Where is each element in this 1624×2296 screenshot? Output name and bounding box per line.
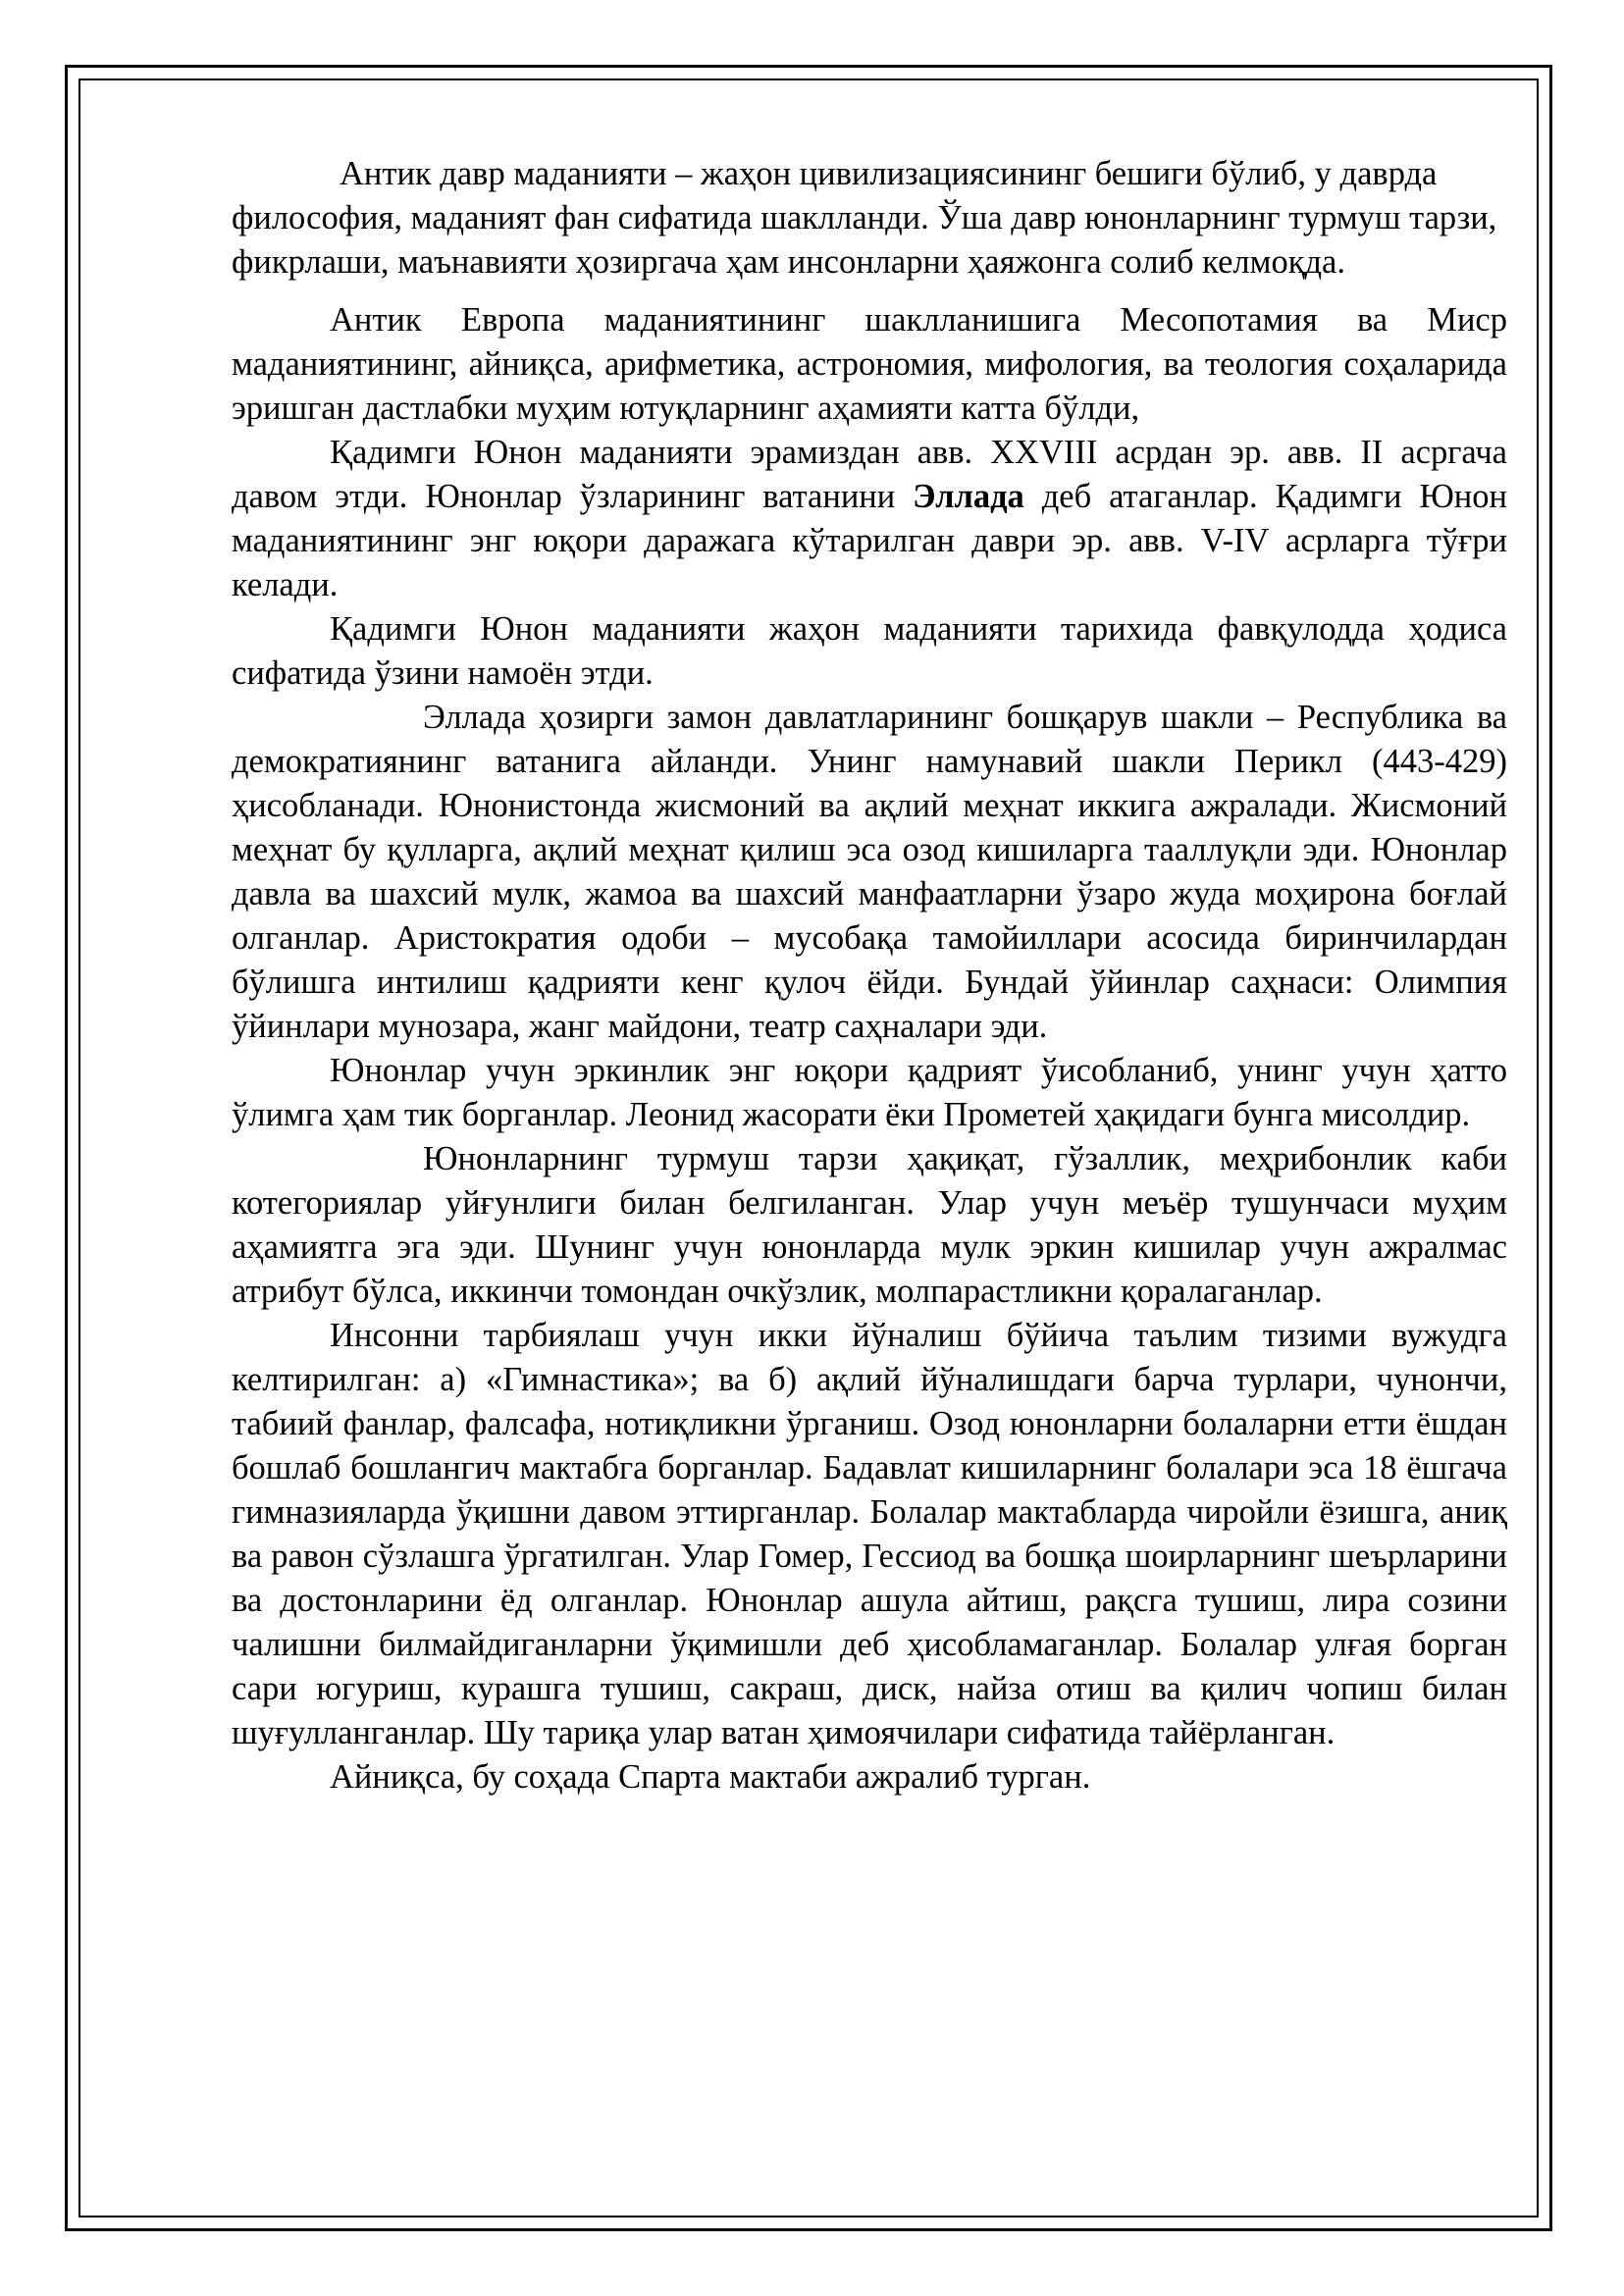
paragraph-text: Қадимги Юнон маданияти эрамиздан авв. XXVIII асрдан эр. авв. II асргача давом этди. Юнонлар ўзларининг ватанини — [232, 434, 1507, 515]
document-body — [232, 152, 1507, 1800]
paragraph-freedom: Юнонлар учун эркинлик энг юқори қадрият ўисобланиб, унинг учун ҳатто ўлимга ҳам тик борганлар. Леонид жасорати ёки Прометей ҳақидаги бунга мисолдир. — [232, 1052, 1507, 1133]
paragraph-extraordinary-phenomenon: Қадимги Юнон маданияти жаҳон маданияти тарихида фавқулодда ҳодиса сифатида ўзини намоён этди. — [232, 610, 1507, 692]
paragraph-european-culture: Антик Европа маданиятининг шаклланишига Месопотамия ва Миср маданиятининг, айниқса, арифметика, астрономия, мифология, ва теология соҳаларида эришган дастлабки муҳим ютуқларнинг аҳамияти катта бўлди, — [232, 301, 1507, 427]
paragraph-republic-democracy: Эллада ҳозирги замон давлатларининг бошқарув шакли – Республика ва демократиянинг ватанига айланди. Унинг намунавий шакли Перикл (443-429) ҳисобланади. Юнонистонда жисмоний ва ақлий меҳнат иккига ажралади. Жисмоний меҳнат бу қулларга, ақлий меҳнат қилиш эса озод кишиларга тааллуқли эди. Юнонлар давла ва шахсий мулк, жамоа ва шахсий манфаатларни ўзаро жуда моҳирона боғлай олганлар. Аристократия одоби – мусобақа тамойиллари асосида биринчилардан бўлишга интилиш қадрияти кенг қулоч ёйди. Бундай ўйинлар саҳнаси: Олимпия ўйинлари мунозара, жанг майдони, театр саҳналари эди. — [232, 699, 1507, 1045]
paragraph-ancient-greek-culture — [232, 431, 1507, 607]
paragraph-antique-culture-intro: Антик давр маданияти – жаҳон цивилизациясининг бешиги бўлиб, у даврда философия, маданият фан сифатида шаклланди. Ўша давр юнонларнинг турмуш тарзи, фикрлаши, маънавияти ҳозиргача ҳам инсонларни ҳаяжонга солиб келмоқда. — [232, 155, 1497, 281]
paragraph-text: деб атаганлар. Қадимги Юнон маданиятининг энг юқори даражага кўтарилган даври эр. авв. V-IV асрларга тўғри келади. — [232, 478, 1507, 603]
paragraph-education: Инсонни тарбиялаш учун икки йўналиш бўйича таълим тизими вужудга келтирилган: а) «Гимнастика»; ва б) ақлий йўналишдаги барча турлари, чунончи, табиий фанлар, фалсафа, нотиқликни ўрганиш. Озод юнонларни болаларни етти ёшдан бошлаб бошлангич мактабга борганлар. Бадавлат кишиларнинг болалари эса 18 ёшгача гимназияларда ўқишни давом эттирганлар. Болалар мактабларда чиройли ёзишга, аниқ ва равон сўзлашга ўргатилган. Улар Гомер, Гессиод ва бошқа шоирларнинг шеърларини ва достонларини ёд олганлар. Юнонлар ашула айтиш, рақсга тушиш, лира созини чалишни билмайдиганларни ўқимишли деб ҳисобламаганлар. Болалар улғая борган сари югуриш, курашга тушиш, сакраш, диск, найза отиш ва қилич чопиш билан шуғулланганлар. Шу тариқа улар ватан ҳимоячилари сифатида тайёрланган. — [232, 1317, 1507, 1751]
paragraph-lifestyle: Юнонларнинг турмуш тарзи ҳақиқат, гўзаллик, меҳрибонлик каби котегориялар уйғунлиги билан белгиланган. Улар учун меъёр тушунчаси муҳим аҳамиятга эга эди. Шунинг учун юнонларда мулк эркин кишилар учун ажралмас атрибут бўлса, иккинчи томондан очкўзлик, молпарастликни қоралаганлар. — [232, 1140, 1507, 1310]
bold-term-ellada: Эллада — [913, 478, 1024, 515]
paragraph-sparta-school: Айниқса, бу соҳада Спарта мактаби ажралиб турган. — [330, 1758, 1091, 1796]
